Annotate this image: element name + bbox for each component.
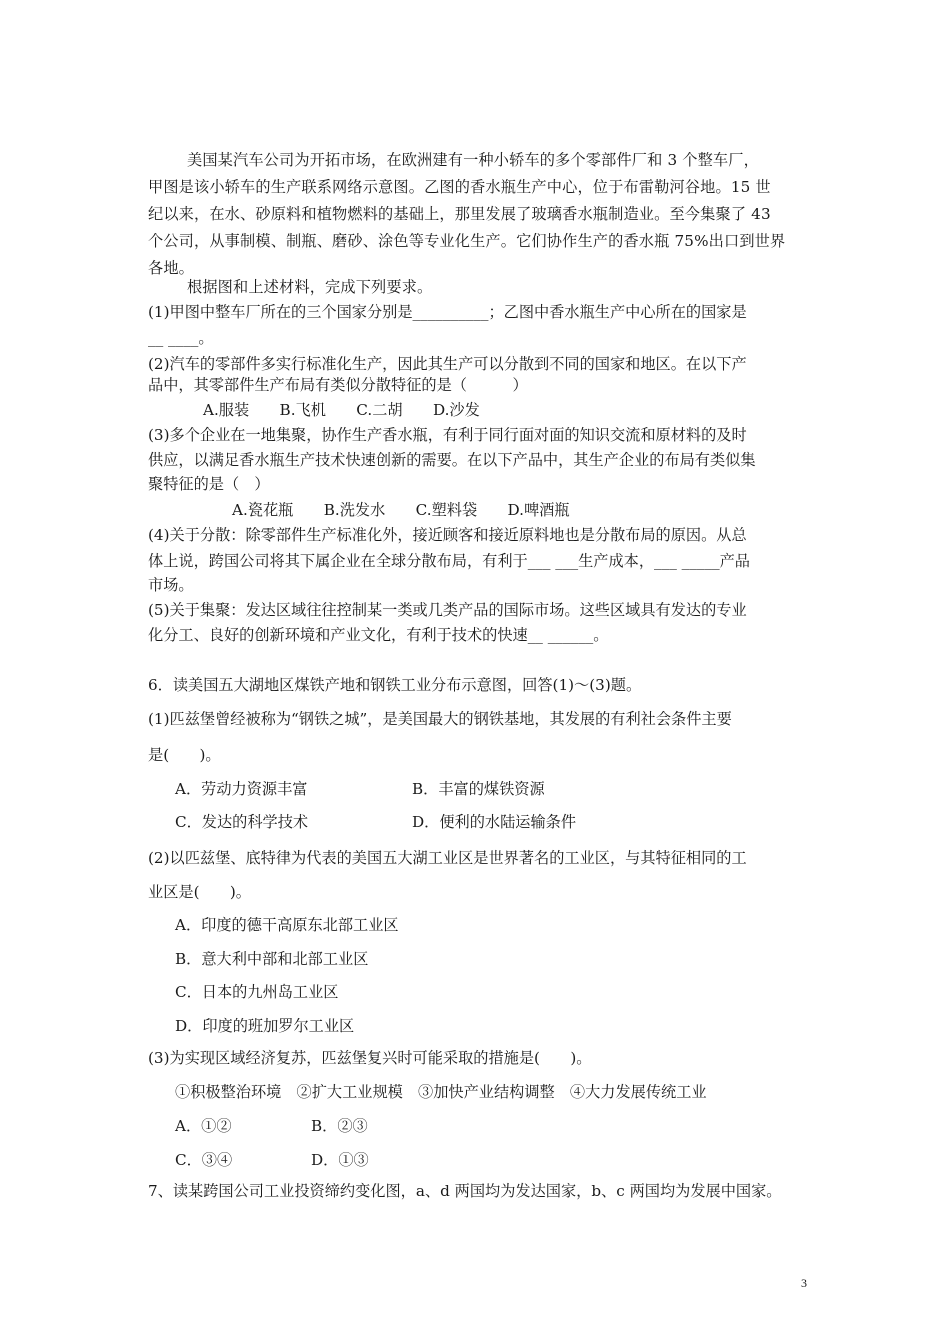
q5-sub4-line: 市场。 xyxy=(148,576,194,594)
passage-line: 各地。 xyxy=(148,259,195,277)
q5-sub5-line: 化分工、良好的创新环境和产业文化，有利于技术的快速__ ______。 xyxy=(148,626,609,644)
q6-sub3-option-d: D．①③ xyxy=(311,1151,369,1169)
q6-sub1-option-b: B．丰富的煤铁资源 xyxy=(412,780,545,798)
q6-sub3-measures: ①积极整治环境 ②扩大工业规模 ③加快产业结构调整 ④大力发展传统工业 xyxy=(175,1083,707,1101)
q6-sub1-stem: (1)匹兹堡曾经被称为“钢铁之城”，是美国最大的钢铁基地，其发展的有利社会条件主要 xyxy=(148,710,732,728)
q7-title: 7、读某跨国公司工业投资缔约变化图，a、d 两国均为发达国家，b、c 两国均为发展中国家。 xyxy=(148,1182,782,1200)
q5-sub1-line: (1)甲图中整车厂所在的三个国家分别是__________；乙图中香水瓶生产中心所在的国家是 xyxy=(148,303,747,321)
q6-sub1-option-a: A．劳动力资源丰富 xyxy=(175,780,308,798)
passage-line: 美国某汽车公司为开拓市场，在欧洲建有一种小轿车的多个零部件厂和 3 个整车厂， xyxy=(187,151,759,169)
q5-sub2-line: 品中，其零部件生产布局有类似分散特征的是（ ） xyxy=(148,376,528,394)
q6-sub2-option-c: C．日本的九州岛工业区 xyxy=(175,983,339,1001)
q6-sub3-option-a: A．①② xyxy=(175,1117,232,1135)
q6-title: 6．读美国五大湖地区煤铁产地和钢铁工业分布示意图，回答(1)～(3)题。 xyxy=(148,676,642,694)
q6-sub2-stem: (2)以匹兹堡、底特律为代表的美国五大湖工业区是世界著名的工业区，与其特征相同的工 xyxy=(148,849,747,867)
q5-sub2-options: A.服装 B.飞机 C.二胡 D.沙发 xyxy=(203,401,480,419)
q6-sub3-option-c: C．③④ xyxy=(175,1151,233,1169)
q6-sub2-stem: 业区是( )。 xyxy=(148,883,251,901)
passage-instruction: 根据图和上述材料，完成下列要求。 xyxy=(187,278,433,296)
q5-sub4-line: (4)关于分散：除零部件生产标准化外，接近顾客和接近原料地也是分散布局的原因。从总 xyxy=(148,526,747,544)
q5-sub3-line: (3)多个企业在一地集聚，协作生产香水瓶，有利于同行面对面的知识交流和原材料的及时 xyxy=(148,426,747,444)
q5-sub1-line: __ ____。 xyxy=(148,329,214,347)
passage-line: 纪以来，在水、砂原料和植物燃料的基础上，那里发展了玻璃香水瓶制造业。至今集聚了 43 xyxy=(148,205,771,223)
q6-sub3-stem: (3)为实现区域经济复苏，匹兹堡复兴时可能采取的措施是( )。 xyxy=(148,1049,592,1067)
q5-sub3-line: 供应，以满足香水瓶生产技术快速创新的需要。在以下产品中，其生产企业的布局有类似集 xyxy=(148,451,756,469)
q6-sub2-option-b: B．意大利中部和北部工业区 xyxy=(175,950,369,968)
q6-sub1-stem: 是( )。 xyxy=(148,746,221,764)
page-number: 3 xyxy=(801,1276,807,1290)
q6-sub2-option-d: D．印度的班加罗尔工业区 xyxy=(175,1017,355,1035)
q6-sub3-option-b: B．②③ xyxy=(311,1117,368,1135)
q5-sub3-line: 聚特征的是（ ） xyxy=(148,475,270,493)
q6-sub2-option-a: A．印度的德干高原东北部工业区 xyxy=(175,916,399,934)
q5-sub3-options: A.瓷花瓶 B.洗发水 C.塑料袋 D.啤酒瓶 xyxy=(232,501,570,519)
q6-sub1-option-d: D．便利的水陆运输条件 xyxy=(412,813,577,831)
q5-sub4-line: 体上说，跨国公司将其下属企业在全球分散布局，有利于___ ___生产成本，___ _____产品 xyxy=(148,552,750,570)
q5-sub2-line: (2)汽车的零部件多实行标准化生产，因此其生产可以分散到不同的国家和地区。在以下产 xyxy=(148,355,747,373)
passage-line: 个公司，从事制模、制瓶、磨砂、涂色等专业化生产。它们协作生产的香水瓶 75%出口到世界 xyxy=(148,232,786,250)
passage-line: 甲图是该小轿车的生产联系网络示意图。乙图的香水瓶生产中心，位于布雷勒河谷地。15 世 xyxy=(148,178,771,196)
q5-sub5-line: (5)关于集聚：发达区域往往控制某一类或几类产品的国际市场。这些区域具有发达的专业 xyxy=(148,601,747,619)
q6-sub1-option-c: C．发达的科学技术 xyxy=(175,813,309,831)
